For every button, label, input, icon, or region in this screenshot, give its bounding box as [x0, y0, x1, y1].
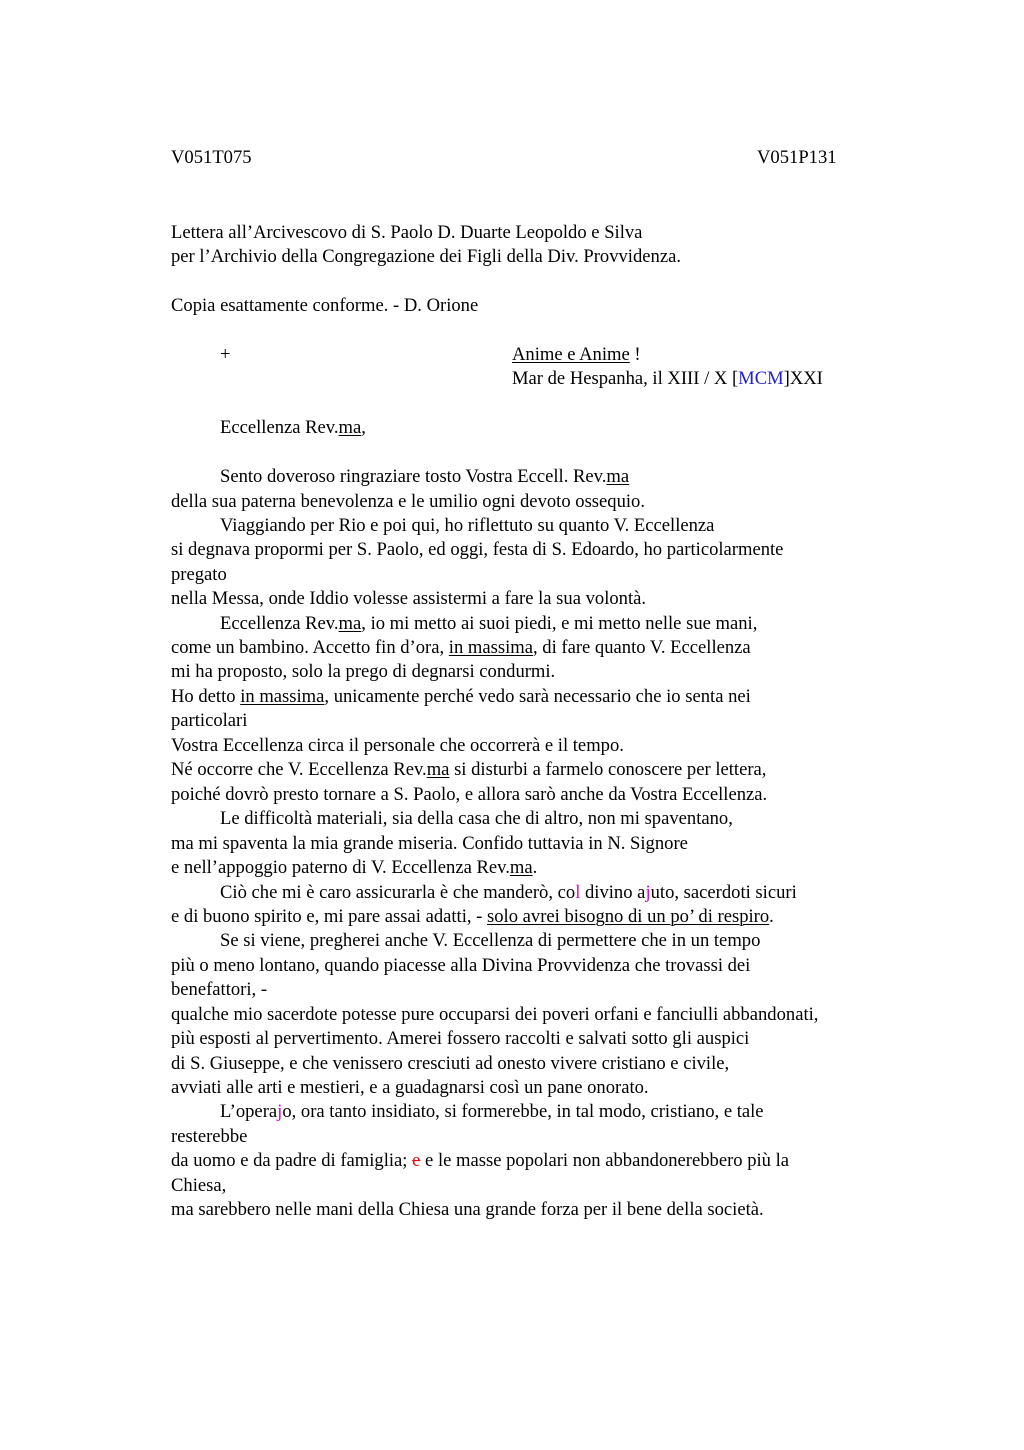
body-line: resterebbe — [171, 1126, 248, 1147]
document-code-right: V051P131 — [757, 147, 837, 168]
body-line: Le difficoltà materiali, sia della casa che di altro, non mi spaventano, — [220, 808, 733, 829]
body-line — [171, 905, 774, 929]
salutation-abbrev: ma — [338, 417, 362, 438]
place-date-part: Mar de Hespanha, il XIII / X [ — [512, 368, 739, 389]
text-run: e di buono spirito e, mi pare assai adatti, - — [171, 906, 488, 927]
text-run: come un bambino. Accetto fin d’ora, — [171, 637, 449, 658]
body-line — [171, 636, 751, 660]
inserted-letter: j — [645, 882, 651, 903]
body-line: benefattori, - — [171, 979, 268, 1000]
body-line: di S. Giuseppe, e che venissero cresciuti ad onesto vivere cristiano e civile, — [171, 1053, 730, 1074]
intro-line-1: Lettera all’Arcivescovo di S. Paolo D. Duarte Leopoldo e Silva — [171, 222, 643, 243]
body-line — [171, 758, 766, 782]
body-line — [220, 612, 757, 636]
abbrev-run: ma — [509, 857, 533, 878]
body-line: poiché dovrò presto tornare a S. Paolo, e allora sarò anche da Vostra Eccellenza. — [171, 784, 768, 805]
body-line — [171, 685, 751, 709]
underlined-run: solo avrei bisogno di un po’ di respiro — [487, 906, 770, 927]
deleted-letter: e — [412, 1150, 421, 1171]
motto-exclamation: ! — [629, 344, 641, 365]
text-run: e nell’appoggio paterno di V. Eccellenza Rev. — [171, 857, 510, 878]
body-line: mi ha proposto, solo la prego di degnarsi condurmi. — [171, 661, 556, 682]
body-line: della sua paterna benevolenza e le umilio ogni devoto ossequio. — [171, 491, 645, 512]
salutation-comma: , — [361, 417, 366, 438]
body-line: si degnava propormi per S. Paolo, ed oggi, festa di S. Edoardo, ho particolarmente — [171, 539, 784, 560]
text-run: , di fare quanto V. Eccellenza — [532, 637, 751, 658]
body-line: Se si viene, pregherei anche V. Eccellenza di permettere che in un tempo — [220, 930, 761, 951]
salutation — [220, 416, 366, 440]
body-line: Chiesa, — [171, 1175, 227, 1196]
abbrev-run: ma — [606, 466, 630, 487]
body-line: qualche mio sacerdote potesse pure occuparsi dei poveri orfani e fanciulli abbandonati, — [171, 1004, 819, 1025]
place-date-part: ]XXI — [783, 368, 823, 389]
text-run: uto, sacerdoti sicuri — [650, 882, 797, 903]
body-line — [171, 856, 537, 880]
text-run: si disturbi a farmelo conoscere per lettera, — [449, 759, 767, 780]
text-run: e le masse popolari non abbandonerebbero più la — [420, 1150, 790, 1171]
text-run: L’opera — [220, 1101, 278, 1122]
body-line: ma sarebbero nelle mani della Chiesa una grande forza per il bene della società. — [171, 1199, 764, 1220]
cross-symbol: + — [220, 344, 231, 365]
text-run: o, ora tanto insidiato, si formerebbe, in tal modo, cristiano, e tale — [282, 1101, 764, 1122]
body-line: nella Messa, onde Iddio volesse assistermi a fare la sua volontà. — [171, 588, 647, 609]
underlined-run: in massima — [448, 637, 533, 658]
text-run: divino a — [580, 882, 646, 903]
body-line: più o meno lontano, quando piacesse alla Divina Provvidenza che trovassi dei — [171, 955, 751, 976]
motto-text: Anime e Anime — [512, 344, 630, 365]
body-line — [171, 1149, 789, 1173]
text-run: Ciò che mi è caro assicurarla è che manderò, co — [220, 882, 576, 903]
text-run: Né occorre che V. Eccellenza Rev. — [171, 759, 427, 780]
text-run: , unicamente perché vedo sarà necessario che io senta nei — [324, 686, 751, 707]
body-line — [220, 1100, 764, 1124]
motto — [512, 343, 641, 367]
text-run: Sento doveroso ringraziare tosto Vostra Eccell. Rev. — [220, 466, 607, 487]
body-line — [220, 465, 629, 489]
place-date-insertion: MCM — [738, 368, 784, 389]
salutation-text: Eccellenza Rev. — [220, 417, 339, 438]
body-line: Viaggiando per Rio e poi qui, ho riflettuto su quanto V. Eccellenza — [220, 515, 715, 536]
body-line: particolari — [171, 710, 248, 731]
intro-line-2: per l’Archivio della Congregazione dei Figli della Div. Provvidenza. — [171, 246, 681, 267]
text-run: Ho detto — [171, 686, 241, 707]
document-code-left: V051T075 — [171, 147, 252, 168]
body-line — [220, 881, 797, 905]
abbrev-run: ma — [426, 759, 450, 780]
place-date — [512, 367, 823, 391]
text-run: , io mi metto ai suoi piedi, e mi metto nelle sue mani, — [361, 613, 758, 634]
inserted-letter: l — [575, 882, 581, 903]
text-run: Eccellenza Rev. — [220, 613, 339, 634]
body-line: pregato — [171, 564, 227, 585]
body-line: Vostra Eccellenza circa il personale che occorrerà e il tempo. — [171, 735, 624, 756]
text-run: . — [532, 857, 538, 878]
underlined-run: in massima — [240, 686, 325, 707]
body-line: più esposti al pervertimento. Amerei fossero raccolti e salvati sotto gli auspici — [171, 1028, 750, 1049]
abbrev-run: ma — [338, 613, 362, 634]
text-run: . — [769, 906, 774, 927]
body-line: avviati alle arti e mestieri, e a guadagnarsi così un pane onorato. — [171, 1077, 649, 1098]
copy-note: Copia esattamente conforme. - D. Orione — [171, 295, 479, 316]
text-run: da uomo e da padre di famiglia; — [171, 1150, 413, 1171]
inserted-letter: j — [277, 1101, 283, 1122]
body-line: ma mi spaventa la mia grande miseria. Confido tuttavia in N. Signore — [171, 833, 688, 854]
